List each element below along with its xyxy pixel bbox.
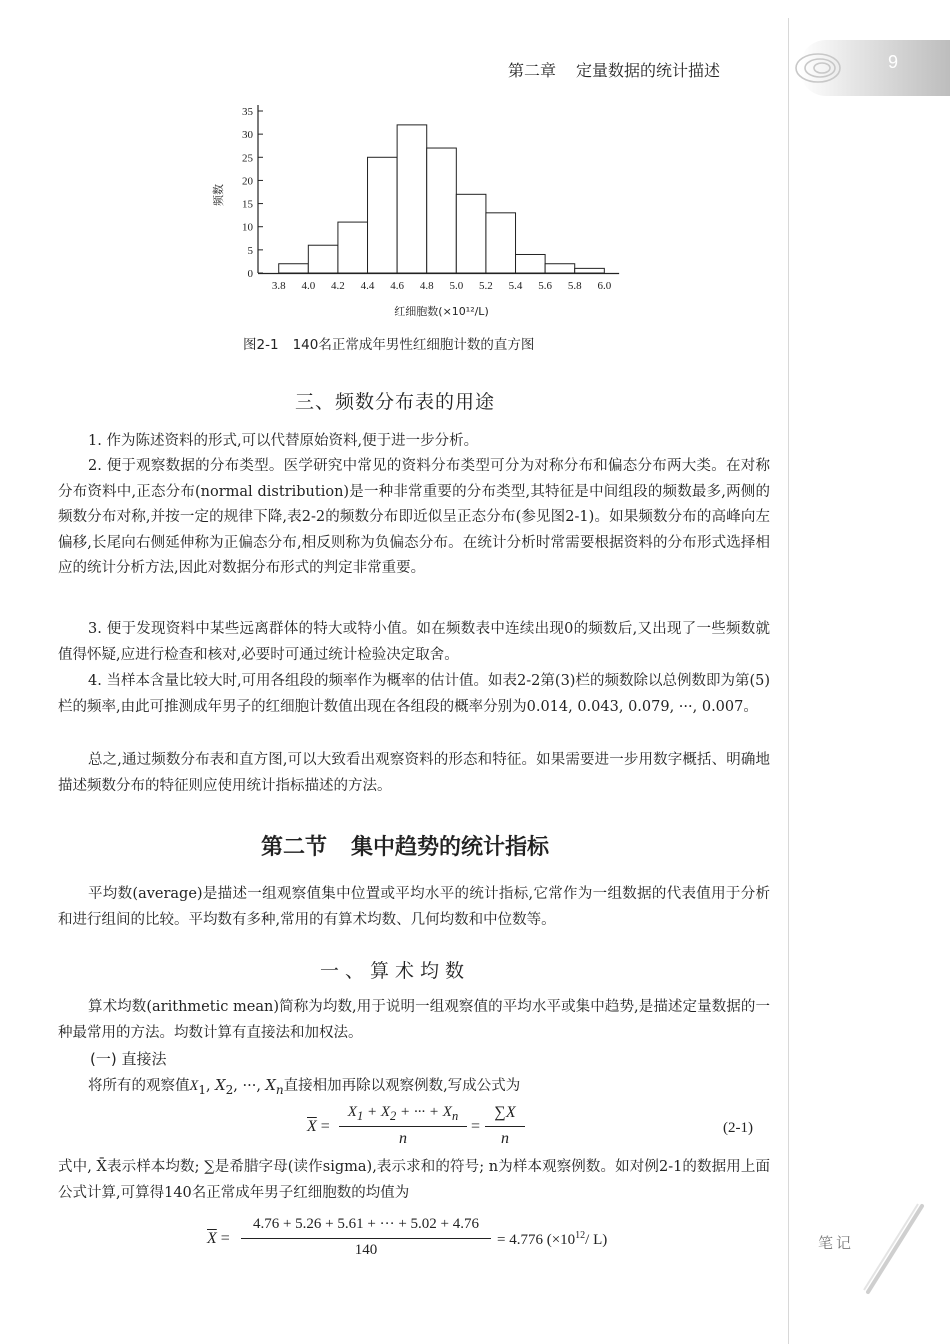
x-tick-label: 5.8: [567, 280, 582, 292]
mean-paragraph: 算术均数(arithmetic mean)简称为均数,用于说明一组观察值的平均水平或集中趋势,是描述定量数据的一种最常用的方法。均数计算有直接法和加权法。: [58, 999, 770, 1041]
equation-mean-value: $\overline{X}$ = 4.76 + 5.26 + 5.61 + ··· + 5.02 + 4.76 140 = 4.776 ($\times 10^{12}/$ L): [207, 1216, 608, 1258]
section-title: [0, 830, 810, 861]
figure-caption-text: 140名正常成年男性红细胞计数的直方图: [292, 337, 535, 353]
paragraph-3: 3. 便于发现资料中某些远离群体的特大或特小值。如在频数表中连续出现0的频数后,又出现了一些频数就值得怀疑,应进行检查和核对,必要时可通过统计检验决定取舍。: [58, 621, 770, 663]
histogram-bar: [456, 194, 486, 273]
histogram-bar: [397, 125, 427, 273]
y-tick-label: 25: [242, 152, 253, 165]
x-tick-label: 5.6: [538, 280, 552, 292]
x-tick-label: 4.4: [360, 280, 375, 292]
paragraph-5: 总之,通过频数分布表和直方图,可以大致看出观察资料的形态和特征。如果需要进一步用数字概括、明确地描述频数分布的特征则应使用统计指标描述的方法。: [58, 752, 770, 794]
x-tick-label: 4.0: [301, 280, 316, 292]
x-tick-label: 5.0: [449, 280, 464, 292]
histogram-bar: [516, 254, 546, 273]
histogram-bar: [279, 264, 309, 273]
x-axis-label: 红细胞数(×10¹²/L): [394, 305, 489, 318]
histogram-bar: [308, 245, 338, 273]
histogram-bar: [427, 148, 457, 273]
x-tick-label: 5.4: [508, 280, 523, 292]
intro-paragraph: 平均数(average)是描述一组观察值集中位置或平均水平的统计指标,它常作为一组数据的代表值用于分析和进行组间的比较。平均数有多种,常用的有算术均数、几何均数和中位数等。: [58, 886, 770, 928]
formula-intro: 将所有的观察值$X_1$, $X_2$, ···, $X_n$直接相加再除以观察例数,写成公式为: [88, 1078, 521, 1097]
x-tick-label: 4.8: [419, 280, 434, 292]
x-tick-label: 3.8: [271, 280, 286, 292]
pen-icon: [860, 1200, 930, 1300]
y-tick-label: 5: [247, 244, 253, 257]
histogram-chart: [200, 100, 620, 328]
paragraph-2: 2. 便于观察数据的分布类型。医学研究中常见的资料分布类型可分为对称分布和偏态分布两大类。在对称分布资料中,正态分布(normal distribution)是一种非常重要的分布类型,其特征是中间组段的频数最多,两侧的频数分布对称,并按一定的规律下降,表2-2的频数分布即近似呈正态分布(参见图2-1)。如果频数分布的高峰向左偏移,长尾向右侧延伸称为正偏态分布,相反则称为负偏态分布。在统计分析时常需要根据资料的分布形式选择相应的统计分析方法,因此对数据分布形式的判定非常重要。: [58, 458, 770, 576]
y-tick-label: 35: [242, 106, 253, 118]
figure-label: 图2-1: [243, 337, 279, 353]
section-label: 第二节: [260, 835, 327, 860]
chapter-title: 定量数据的统计描述: [576, 61, 721, 80]
margin-note: 笔记: [818, 1234, 855, 1252]
histogram-bar: [338, 222, 368, 273]
margin-rule: [788, 18, 789, 1344]
x-tick-label: 4.6: [390, 280, 404, 292]
y-tick-label: 10: [242, 221, 253, 234]
formula-intro-b: 直接相加再除以观察例数,写成公式为: [283, 1078, 521, 1094]
y-tick-label: 20: [242, 175, 253, 188]
y-tick-label: 30: [242, 129, 253, 142]
page-number: 9: [887, 52, 898, 72]
section-title-text: 集中趋势的统计指标: [351, 835, 550, 860]
figure-caption: [243, 333, 534, 353]
eq2-result: = 4.776 (×10: [497, 1232, 576, 1248]
formula-explanation: 式中, X̄表示样本均数; ∑是希腊字母(读作sigma),表示求和的符号; n为样本观察例数。如对例2-1的数据用上面公式计算,可算得140名正常成年男子红细胞数的均值为: [58, 1159, 770, 1201]
x-tick-label: 4.2: [331, 280, 345, 292]
eq2-denominator: 140: [354, 1242, 378, 1258]
formula-intro-a: 将所有的观察值: [88, 1078, 190, 1094]
x-tick-label: 5.2: [479, 280, 493, 292]
histogram-bar: [486, 213, 516, 273]
paragraph-4: 4. 当样本含量比较大时,可用各组段的频率作为概率的估计值。如表2-2第(3)栏的频数除以总例数即为第(5)栏的频率,由此可推测成年男子的红细胞计数值出现在各组段的概率分别为0.014, 0.043, 0.079, ···, 0.007。: [58, 673, 770, 715]
histogram-bar: [368, 157, 398, 273]
x-tick-label: 6.0: [597, 280, 612, 292]
eq2-unit: / L): [585, 1232, 608, 1248]
subsection-direct-method: (一) 直接法: [90, 1050, 167, 1068]
y-tick-label: 15: [242, 198, 253, 211]
y-axis-label: 频数: [212, 184, 225, 206]
equation-2-1: $\overline{X}$ = $X_1 + X_2$ + ··· + $X_n$ n = ∑X n: [307, 1102, 527, 1162]
swirl-ornament-icon: [790, 38, 850, 98]
eq2-numerator: 4.76 + 5.26 + 5.61 + ··· + 5.02 + 4.76: [252, 1216, 480, 1232]
eq2-exponent: 12: [575, 1230, 586, 1241]
running-head: [508, 58, 720, 81]
histogram-bar: [575, 268, 605, 273]
section-heading-uses: 三、频数分布表的用途: [294, 391, 495, 413]
paragraph-1: 1. 作为陈述资料的形式,可以代替原始资料,便于进一步分析。: [88, 433, 479, 449]
subsection-heading-mean: 一、算术均数: [319, 960, 470, 982]
histogram-bar: [545, 264, 575, 273]
equation-number: (2-1): [723, 1120, 753, 1136]
y-tick-label: 0: [247, 268, 253, 280]
chapter-label: 第二章: [508, 61, 557, 80]
